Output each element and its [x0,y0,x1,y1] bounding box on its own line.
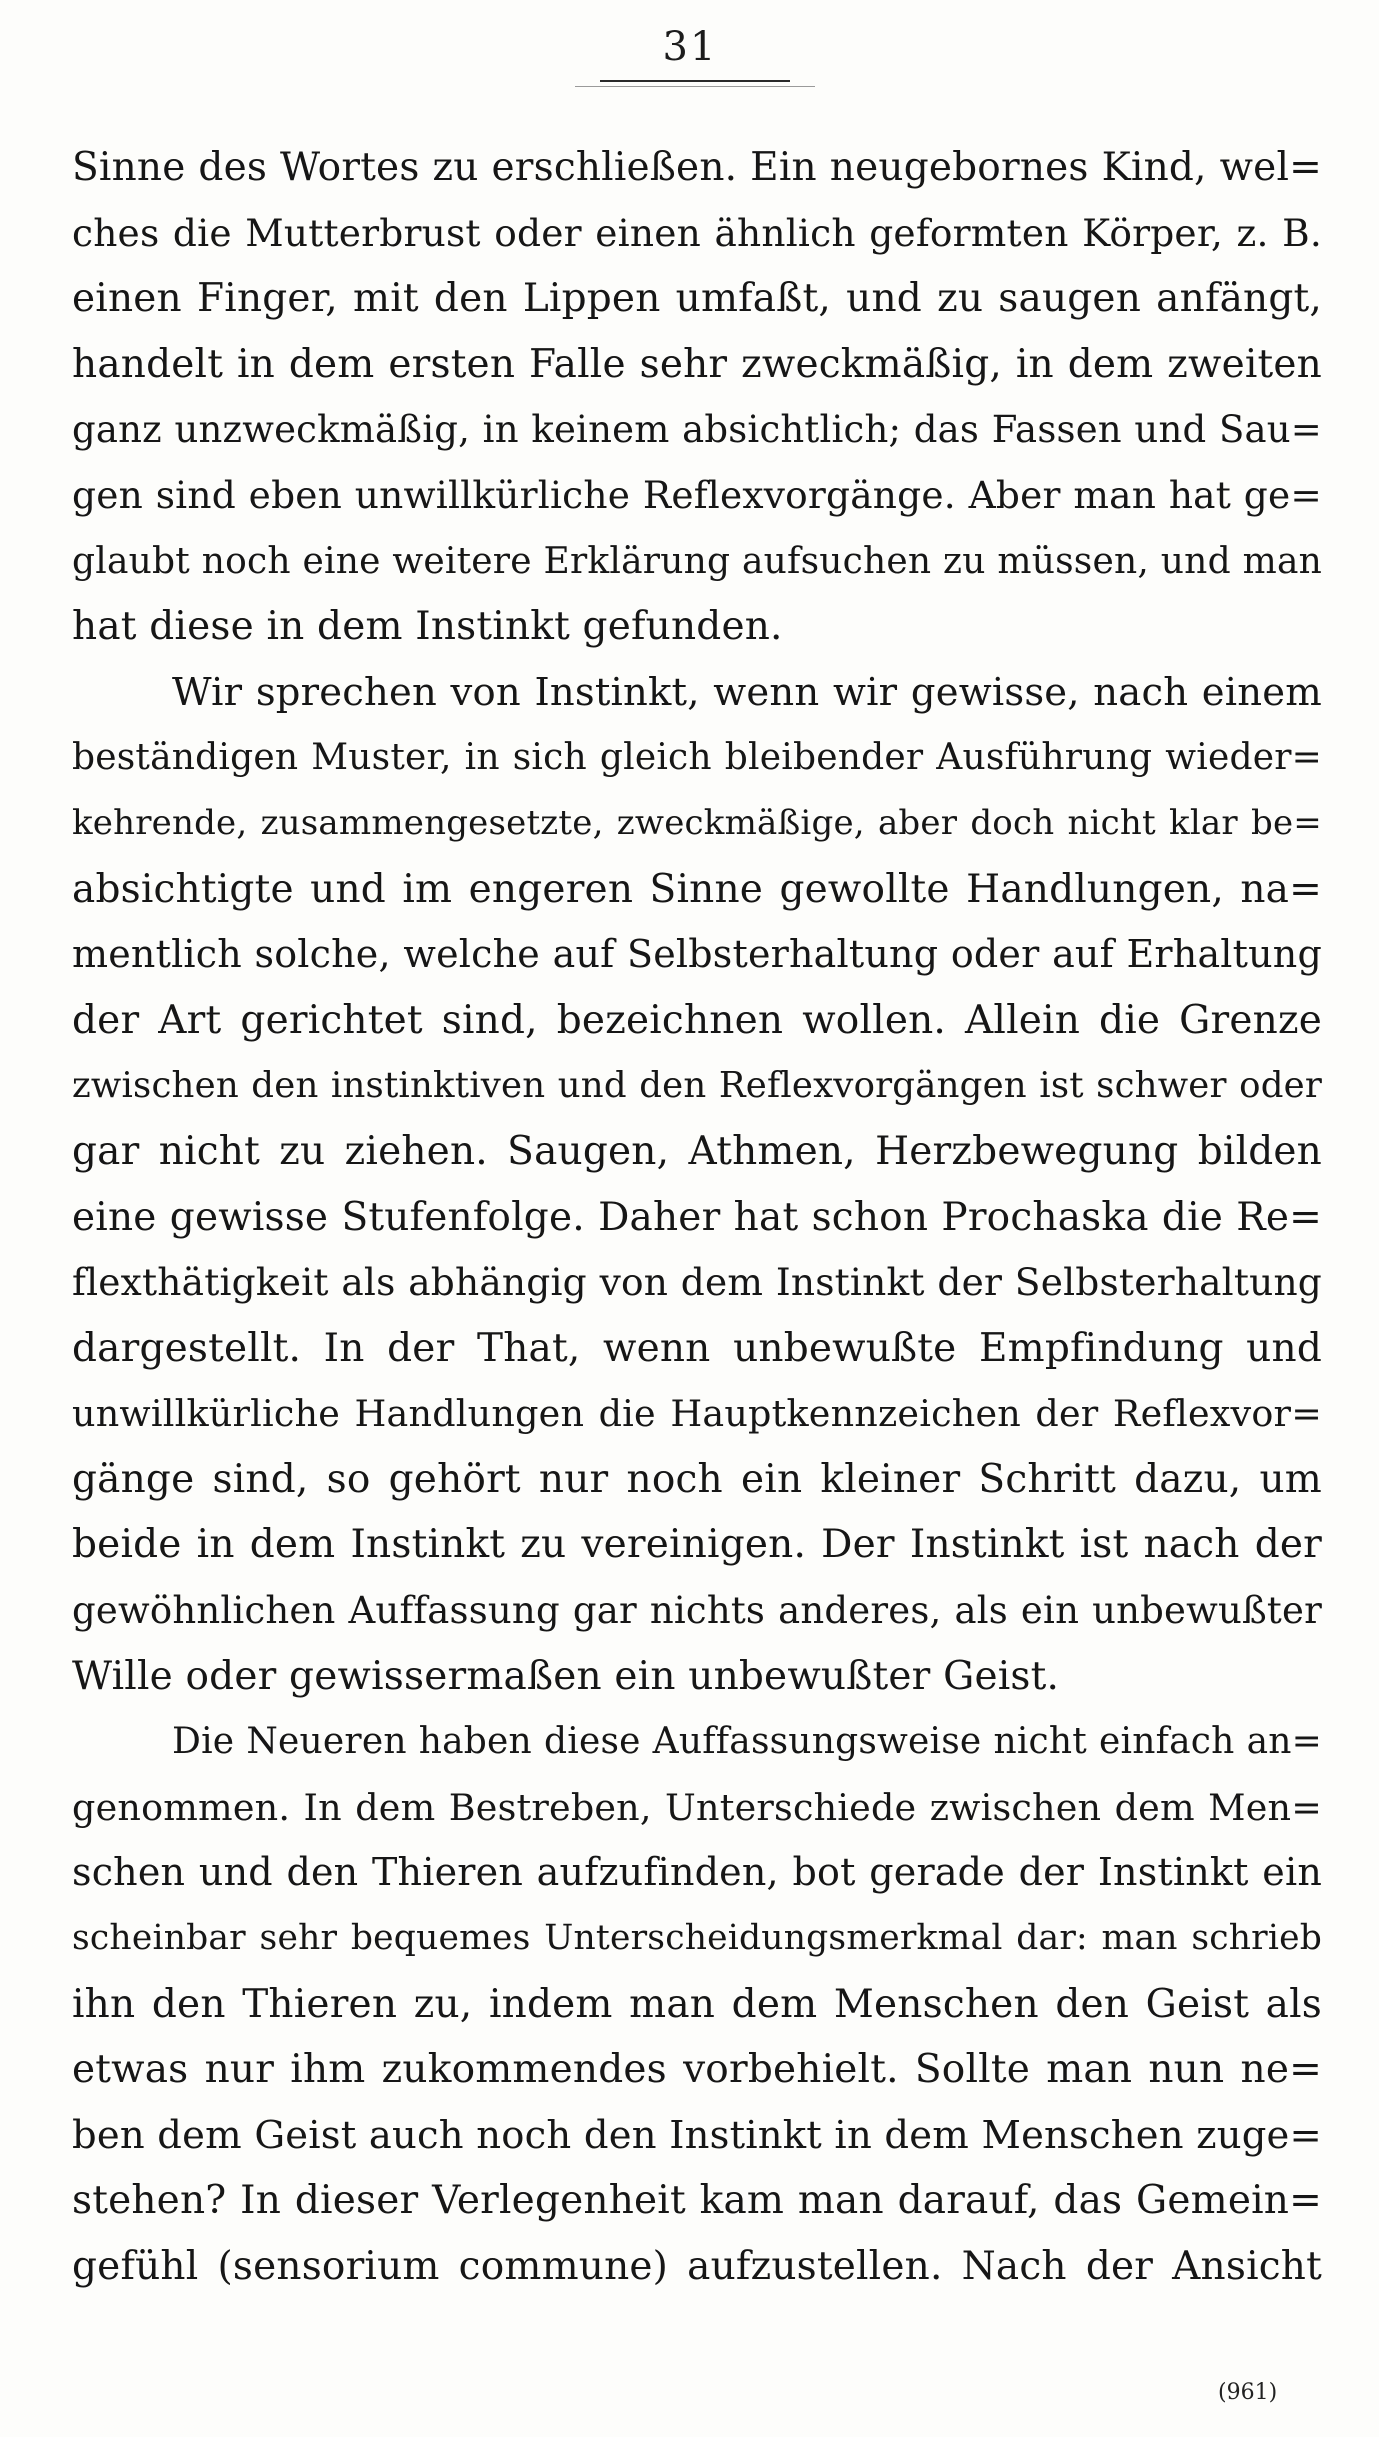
text-line: kehrende, zusammengesetzte, zweckmäßige, aber doch nicht klar be= [72,802,1322,843]
body-text [72,135,1322,2300]
text-line: Die Neueren haben diese Auffassungsweise nicht einfach an= [172,1721,1322,1763]
text-line: hat diese in dem Instinkt gefunden. [72,604,783,650]
paragraph-2 [72,660,1322,1710]
paragraph-1 [72,135,1322,660]
header-rule-thin [575,86,815,87]
printer-signature: (961) [1218,2380,1278,2405]
text-line: Wille oder gewissermaßen ein unbewußter Geist. [72,1653,1060,1699]
text-line: ganz unzweckmäßig, in keinem absichtlich; das Fassen und Sau= [72,408,1322,452]
text-line: flexthätigkeit als abhängig von dem Instinkt der Selbsterhaltung [72,1260,1322,1305]
text-line: handelt in dem ersten Falle sehr zweckmäßig, in dem zweiten [72,341,1322,387]
text-line: gänge sind, so gehört nur noch ein kleiner Schritt dazu, um [72,1456,1322,1502]
header-rule [600,80,790,82]
text-line: scheinbar sehr bequemes Unterscheidungsmerkmal dar: man schrieb [72,1918,1322,1959]
text-line: gewöhnlichen Auffassung gar nichts anderes, als ein unbewußter [72,1589,1322,1633]
text-line: genommen. In dem Bestreben, Unterschiede zwischen dem Men= [72,1785,1322,1829]
text-line: stehen? In dieser Verlegenheit kam man darauf, das Gemein= [72,2178,1322,2224]
page-number: 31 [662,24,718,70]
paragraph-3 [72,1709,1322,2299]
text-line: zwischen den instinktiven und den Reflexvorgängen ist schwer oder [72,1065,1322,1107]
text-line: unwillkürliche Handlungen die Hauptkennzeichen der Reflexvor= [72,1392,1322,1436]
text-line: etwas nur ihm zukommendes vorbehielt. Sollte man nun ne= [72,2047,1322,2093]
text-line: dargestellt. In der That, wenn unbewußte Empfindung und [72,1325,1322,1371]
text-line: gefühl (sensorium commune) aufzustellen. Nach der Ansicht [72,2244,1322,2289]
text-line: beide in dem Instinkt zu vereinigen. Der Instinkt ist nach der [72,1522,1322,1568]
text-line: gar nicht zu ziehen. Saugen, Athmen, Herzbewegung bilden [72,1128,1322,1174]
text-line: der Art gerichtet sind, bezeichnen wollen. Allein die Grenze [72,997,1322,1043]
text-line: schen und den Thieren aufzufinden, bot gerade der Instinkt ein [72,1850,1322,1895]
text-line: ches die Mutterbrust oder einen ähnlich geformten Körper, z. B. [72,210,1322,255]
text-line: mentlich solche, welche auf Selbsterhaltung oder auf Erhaltung [72,932,1322,977]
text-line: eine gewisse Stufenfolge. Daher hat schon Prochaska die Re= [72,1194,1322,1240]
text-line: beständigen Muster, in sich gleich bleibender Ausführung wieder= [72,737,1322,779]
text-line: Wir sprechen von Instinkt, wenn wir gewisse, nach einem [172,669,1322,715]
text-line: Sinne des Wortes zu erschließen. Ein neugebornes Kind, wel= [72,145,1322,190]
text-line: absichtigte und im engeren Sinne gewollte Handlungen, na= [72,866,1322,912]
text-line: gen sind eben unwillkürliche Reflexvorgänge. Aber man hat ge= [72,472,1322,517]
text-line: ihn den Thieren zu, indem man dem Menschen den Geist als [72,1981,1322,2027]
text-line: ben dem Geist auch noch den Instinkt in dem Menschen zuge= [72,2112,1322,2158]
text-line: glaubt noch eine weitere Erklärung aufsuchen zu müssen, und man [72,540,1322,582]
text-line: einen Finger, mit den Lippen umfaßt, und zu saugen anfängt, [72,276,1322,322]
